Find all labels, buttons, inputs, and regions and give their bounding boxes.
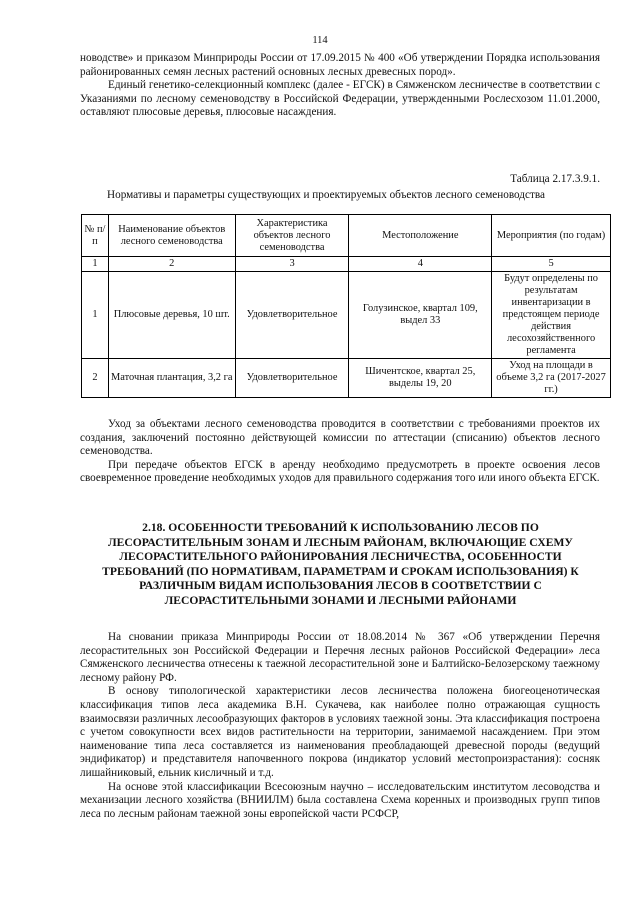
- table-column-numbers-row: [82, 257, 611, 272]
- table-caption: Таблица 2.17.3.9.1.: [510, 173, 600, 185]
- header-measures: Мероприятия (по годам): [492, 215, 611, 257]
- row-measures: Будут определены по результатам инвентаризации в предстоящем периоде действия лесохозяйственного регламента: [492, 272, 611, 359]
- section-paragraph-3: На основе этой классификации Всесоюзным научно – исследовательским институтом лесоводства и механизации лесного хозяйства (ВНИИЛМ) была составлена Схема коренных и производных групп типов леса по лесным районам таежной зоны европейской части РСФСР,: [80, 780, 600, 820]
- row-location: Голузинское, квартал 109, выдел 33: [349, 272, 492, 359]
- table-row: [82, 359, 611, 398]
- section-paragraph-2: В основу типологической характеристики лесов лесничества положена биогеоценотическая классификация типов леса академика В.Н. Сукачева, как наиболее полно отражающая сущность взаимосвязи различных лесообразующих факторов в условиях таежной зоны. Эта классификация построена с учетом совокупности всех видов растительности на территории, занимаемой насаждением. При этом наименование типа леса составляется из наименования преобладающей древесной породы (ведущий эндификатор) и представителя напочвенного покрова (индикатор условий местопроизрастания): сосняк лишайниковый, ельник кисличный и т.д.: [80, 685, 600, 779]
- col-number: 3: [235, 257, 349, 272]
- col-number: 5: [492, 257, 611, 272]
- section-text: [80, 631, 600, 821]
- table-row: [82, 272, 611, 359]
- section-paragraph-1: На сновании приказа Минприроды России от 18.08.2014 № 367 «Об утверждении Перечня лесорастительных зон Российской Федерации и Перечня лесных районов Российской Федерации» леса Сямженского лесничества отнесены к таежной лесорастительной зоне и Балтийско-Белозерскому таежному лесному району РФ.: [80, 631, 600, 684]
- row-measures: Уход на площади в объеме 3,2 га (2017-2027 гг.): [492, 359, 611, 398]
- after-table-paragraph-1: Уход за объектами лесного семеноводства проводится в соответствии с требованиями проектов их создания, заключений постоянно действующей комиссии по аттестации (списанию) объектов лесного семеноводства.: [80, 418, 600, 458]
- col-number: 2: [108, 257, 235, 272]
- intro-paragraph-1: новодстве» и приказом Минприроды России от 17.09.2015 № 400 «Об утверждении Порядка использования районированных семян лесных растений основных лесных древесных пород».: [80, 52, 600, 78]
- header-name: Наименование объектов лесного семеноводства: [108, 215, 235, 257]
- intro-text: [80, 52, 600, 120]
- col-number: 4: [349, 257, 492, 272]
- row-num: 2: [82, 359, 109, 398]
- header-num: № п/п: [82, 215, 109, 257]
- row-name: Плюсовые деревья, 10 шт.: [108, 272, 235, 359]
- col-number: 1: [82, 257, 109, 272]
- row-characteristic: Удовлетворительное: [235, 359, 349, 398]
- row-characteristic: Удовлетворительное: [235, 272, 349, 359]
- seed-objects-table: [81, 214, 611, 398]
- header-characteristic: Характеристика объектов лесного семеноводства: [235, 215, 349, 257]
- intro-paragraph-2: Единый генетико-селекционный комплекс (далее - ЕГСК) в Сямженском лесничестве в соответствии с Указаниями по лесному семеноводству в Российской Федерации, утвержденными Рослесхозом 11.01.2000, оставляют плюсовые деревья, плюсовые насаждения.: [80, 79, 600, 119]
- row-num: 1: [82, 272, 109, 359]
- row-name: Маточная плантация, 3,2 га: [108, 359, 235, 398]
- table-header-row: [82, 215, 611, 257]
- row-location: Шичентское, квартал 25, выделы 19, 20: [349, 359, 492, 398]
- after-table-text: [80, 418, 600, 486]
- section-heading: 2.18. ОСОБЕННОСТИ ТРЕБОВАНИЙ К ИСПОЛЬЗОВАНИЮ ЛЕСОВ ПО ЛЕСОРАСТИТЕЛЬНЫМ ЗОНАМ И ЛЕСНЫМ РАЙОНАМ, ВКЛЮЧАЮЩИЕ СХЕМУ ЛЕСОРАСТИТЕЛЬНОГО РАЙОНИРОВАНИЯ ЛЕСНИЧЕСТВА, ОСОБЕННОСТИ ТРЕБОВАНИЙ (ПО НОРМАТИВАМ, ПАРАМЕТРАМ И СРОКАМ ИСПОЛЬЗОВАНИЯ) К РАЗЛИЧНЫМ ВИДАМ ИСПОЛЬЗОВАНИЯ ЛЕСОВ В СООТВЕТСТВИИ С ЛЕСОРАСТИТЕЛЬНЫМИ ЗОНАМИ И ЛЕСНЫМИ РАЙОНАМИ: [102, 521, 579, 607]
- table-title: Нормативы и параметры существующих и проектируемых объектов лесного семеноводства: [107, 189, 545, 201]
- header-location: Местоположение: [349, 215, 492, 257]
- after-table-paragraph-2: При передаче объектов ЕГСК в аренду необходимо предусмотреть в проекте освоения лесов своевременное проведение необходимых уходов для правильного содержания того или иного объекта ЕГСК.: [80, 458, 600, 485]
- page-number: 114: [312, 35, 328, 46]
